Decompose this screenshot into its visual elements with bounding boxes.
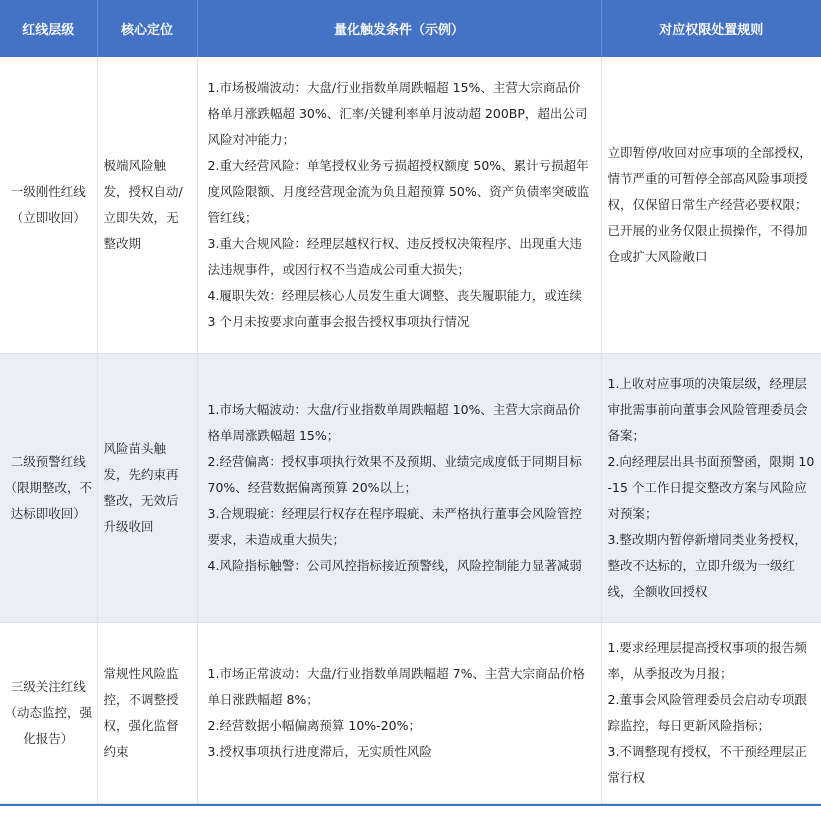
condition-item: 1.市场大幅波动：大盘/行业指数单周跌幅超 10%、主营大宗商品价格单周涨跌幅超 15%；	[207, 402, 581, 443]
rules-cell	[601, 57, 821, 354]
condition-item: 2.经营偏离：授权事项执行效果不及预期、业绩完成度低于同期目标 70%、经营数据偏离预算 20%以上；	[207, 454, 582, 495]
condition-item: 1.市场正常波动：大盘/行业指数单周跌幅超 7%、主营大宗商品价格单日涨跌幅超 8%；	[207, 666, 585, 707]
position-cell: 极端风险触发，授权自动/立即失效，无整改期	[97, 57, 197, 354]
table-row-level-1	[0, 57, 821, 354]
header-rules: 对应权限处置规则	[601, 0, 821, 57]
condition-item: 1.市场极端波动：大盘/行业指数单周跌幅超 15%、主营大宗商品价格单月涨跌幅超 30%、汇率/关键利率单月波动超 200BP，超出公司风险对冲能力；	[207, 80, 588, 147]
table-bottom-border	[0, 804, 821, 806]
level-cell: 二级预警红线（限期整改，不达标即收回）	[0, 354, 97, 623]
rules-cell	[601, 354, 821, 623]
rule-item: 3.不调整现有授权，不干预经理层正常行权	[607, 744, 807, 785]
header-level: 红线层级	[0, 0, 97, 57]
condition-item: 3.授权事项执行进度滞后，无实质性风险	[207, 744, 432, 759]
table-row-level-3	[0, 623, 821, 804]
rule-item: 立即暂停/收回对应事项的全部授权，情节严重的可暂停全部高风险事项授权，仅保留日常生产经营必要权限；已开展的业务仅限止损操作，不得加仓或扩大风险敞口	[607, 145, 812, 264]
header-row	[0, 0, 821, 57]
condition-item: 2.经营数据小幅偏离预算 10%-20%；	[207, 718, 421, 733]
rule-item: 2.董事会风险管理委员会启动专项跟踪监控，每日更新风险指标；	[607, 692, 807, 733]
condition-item: 4.履职失效：经理层核心人员发生重大调整、丧失履职能力，或连续 3 个月未按要求向董事会报告授权事项执行情况	[207, 288, 582, 329]
condition-item: 3.重大合规风险：经理层越权行权、违反授权决策程序、出现重大违法违规事件，或因行权不当造成公司重大损失；	[207, 236, 582, 277]
level-cell: 一级刚性红线（立即收回）	[0, 57, 97, 354]
position-cell: 常规性风险监控，不调整授权，强化监督约束	[97, 623, 197, 804]
condition-item: 4.风险指标触警：公司风控指标接近预警线，风险控制能力显著减弱	[207, 558, 582, 573]
rule-item: 2.向经理层出具书面预警函，限期 10-15 个工作日提交整改方案与风险应对预案；	[607, 454, 815, 521]
condition-item: 2.重大经营风险：单笔授权业务亏损超授权额度 50%、累计亏损超年度风险限额、月度经营现金流为负且超预算 50%、资产负债率突破监管红线；	[207, 158, 590, 225]
rule-item: 3.整改期内暂停新增同类业务授权，整改不达标的，立即升级为一级红线，全额收回授权	[607, 532, 807, 599]
conditions-cell	[197, 57, 601, 354]
position-cell: 风险苗头触发，先约束再整改，无效后升级收回	[97, 354, 197, 623]
conditions-cell	[197, 623, 601, 804]
conditions-cell	[197, 354, 601, 623]
condition-item: 3.合规瑕疵：经理层行权存在程序瑕疵、未严格执行董事会风险管控要求，未造成重大损失；	[207, 506, 582, 547]
rules-cell	[601, 623, 821, 804]
rule-item: 1.要求经理层提高授权事项的报告频率，从季报改为月报；	[607, 640, 807, 681]
header-position: 核心定位	[97, 0, 197, 57]
table-row-level-2	[0, 354, 821, 623]
rule-item: 1.上收对应事项的决策层级，经理层审批需事前向董事会风险管理委员会备案；	[607, 376, 808, 443]
level-cell: 三级关注红线（动态监控，强化报告）	[0, 623, 97, 804]
header-conditions: 量化触发条件（示例）	[197, 0, 601, 57]
